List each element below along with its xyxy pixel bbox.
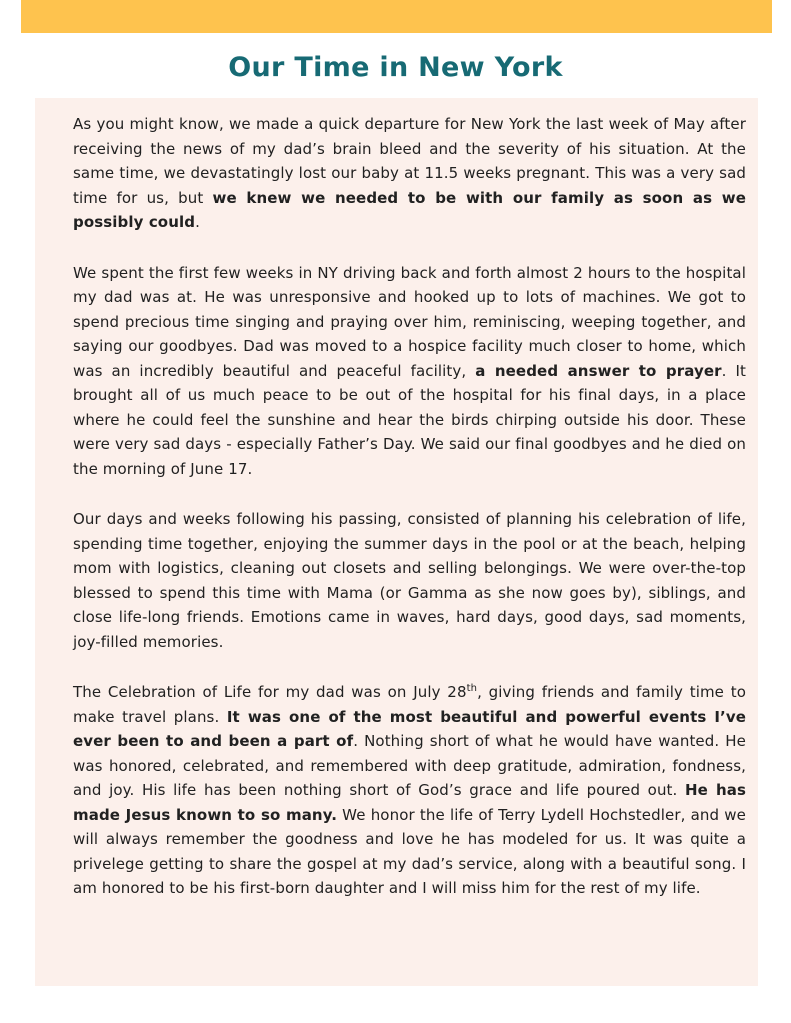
body-text: We honor the life of Terry Lydell Hochstedler, and we will always remember the goodness and love he has modeled for us. It was quite a privelege getting to share the gospel at my dad’s service, along with a beautiful song. I am honored to be his first-born daughter and I will miss him for the rest of my life. [73,805,746,897]
header-bar [21,0,772,33]
superscript-text: th [466,683,478,694]
bold-text: It was one of the most beautiful and powerful events I’ve ever been to and been a part of [73,707,747,750]
body-text: The Celebration of Life for my dad was on July 28 [73,683,467,701]
content-panel [35,98,758,986]
paragraph [73,112,746,235]
bold-text: we knew we needed to be with our family as soon as we possibly could [73,188,746,231]
body-text: . It brought all of us much peace to be out of the hospital for his final days, in a place where he could feel the sunshine and hear the birds chirping outside his door. These were very sad days - especially Father’s Day. We said our final goodbyes and he died on the morning of June 17. [73,361,746,478]
body-text: , giving friends and family time to make travel plans. [73,683,746,726]
page-title: Our Time in New York [228,52,563,83]
body-text: Our days and weeks following his passing, consisted of planning his celebration of life, spending time together, enjoying the summer days in the pool or at the beach, helping mom with logistics, cleaning out closets and selling belongings. We were over-the-top blessed to spend this time with Mama (or Gamma as she now goes by), siblings, and close life-long friends. Emotions came in waves, hard days, good days, sad moments, joy-filled memories. [73,510,746,651]
body-text: . [195,213,200,231]
body-text: As you might know, we made a quick departure for New York the last week of May after receiving the news of my dad’s brain bleed and the severity of his situation. At the same time, we devastatingly lost our baby at 11.5 weeks pregnant. This was a very sad time for us, but [73,115,746,207]
paragraph [73,261,746,482]
paragraph [73,507,746,654]
body-text: We spent the first few weeks in NY driving back and forth almost 2 hours to the hospital my dad was at. He was unresponsive and hooked up to lots of machines. We got to spend precious time singing and praying over him, reminiscing, weeping together, and saying our goodbyes. Dad was moved to a hospice facility much closer to home, which was an incredibly beautiful and peaceful facility, [73,263,746,380]
paragraph [73,680,746,901]
body-text: . Nothing short of what he would have wanted. He was honored, celebrated, and remembered with deep gratitude, admiration, fondness, and joy. His life has been nothing short of God’s grace and life poured out. [73,732,746,799]
bold-text: He has made Jesus known to so many. [73,781,747,824]
bold-text: a needed answer to prayer [475,361,722,380]
